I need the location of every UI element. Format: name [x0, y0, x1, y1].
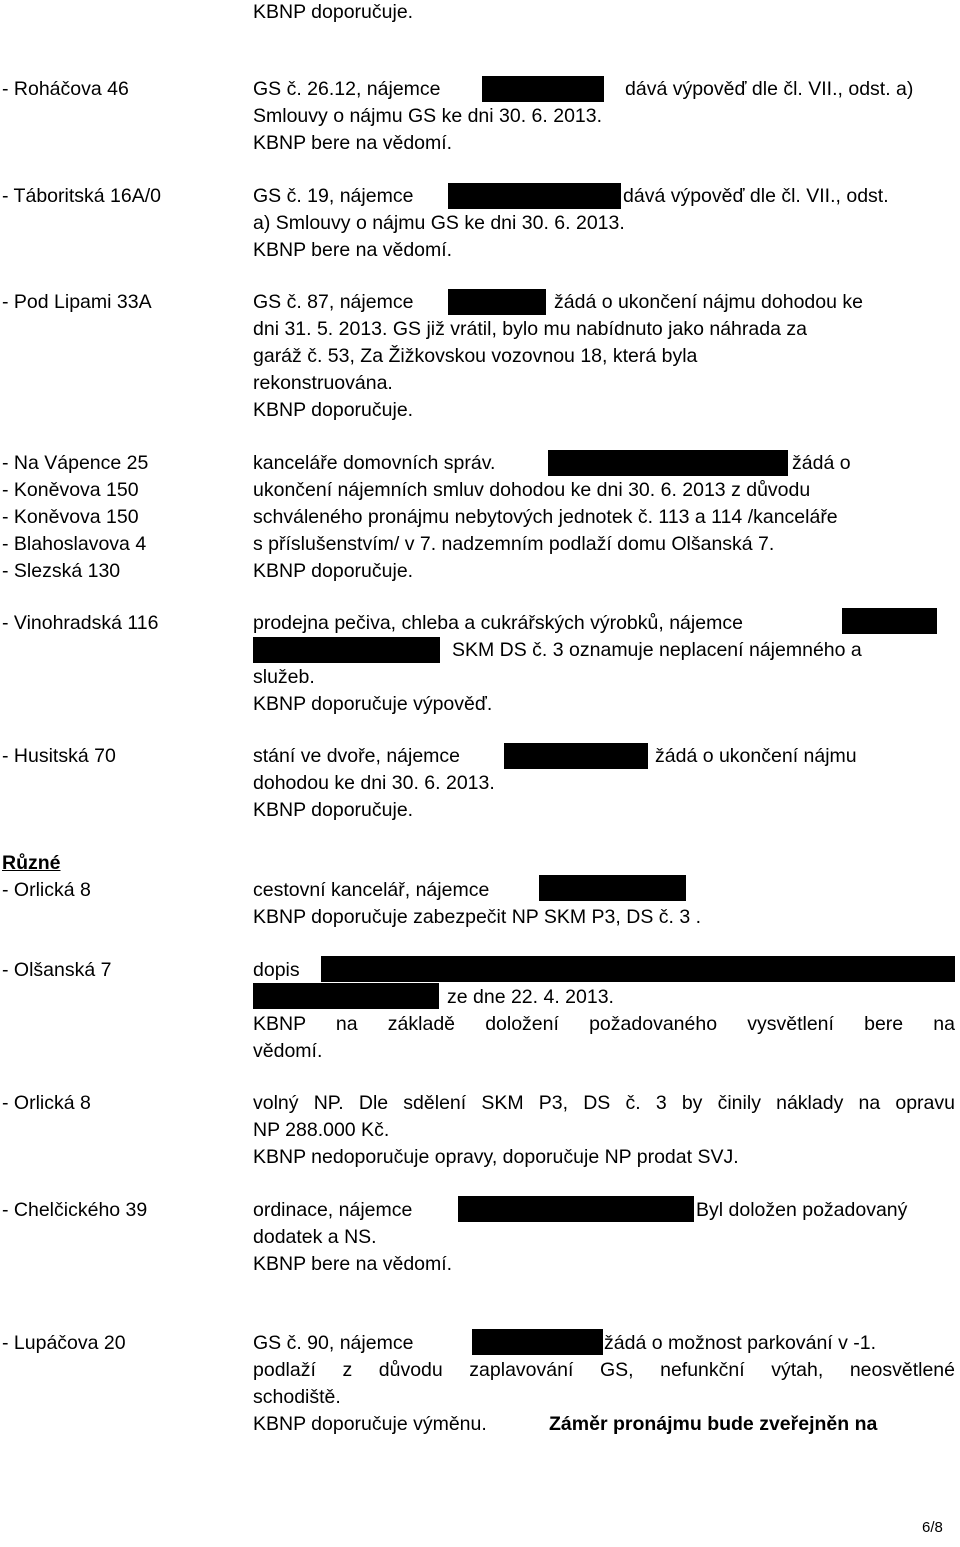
text-line: SKM DS č. 3 oznamuje neplacení nájemného a	[452, 639, 862, 661]
text-line: dává výpověď dle čl. VII., odst.	[623, 185, 889, 207]
address-label: - Olšanská 7	[2, 959, 112, 981]
page-number: 6/8	[922, 1519, 943, 1536]
address-label: - Lupáčova 20	[2, 1332, 126, 1354]
address-label: - Pod Lipami 33A	[2, 291, 152, 313]
text-line: schváleného pronájmu nebytových jednotek č. 113 a 114 /kanceláře	[253, 506, 838, 528]
redaction-block	[539, 875, 686, 901]
address-label: - Husitská 70	[2, 745, 116, 767]
text-line: KBNP doporučuje.	[253, 399, 414, 421]
text-line: ordinace, nájemce	[253, 1199, 413, 1221]
redaction-block	[842, 608, 937, 634]
text-line: schodiště.	[253, 1386, 341, 1408]
text-line: dopis	[253, 959, 300, 981]
address-label: - Roháčova 46	[2, 78, 129, 100]
text-line: KBNP bere na vědomí.	[253, 239, 453, 261]
text-line: KBNP doporučuje výpověď.	[253, 693, 493, 715]
address-label: - Vinohradská 116	[2, 612, 159, 634]
text-line: KBNP nedoporučuje opravy, doporučuje NP prodat SVJ.	[253, 1146, 739, 1168]
text-line: GS č. 19, nájemce	[253, 185, 414, 207]
redaction-block	[472, 1329, 603, 1355]
text-line: dohodou ke dni 30. 6. 2013.	[253, 772, 495, 794]
text-line: kanceláře domovních správ.	[253, 452, 496, 474]
text-line: KBNP bere na vědomí.	[253, 1253, 453, 1275]
text-line: ukončení nájemních smluv dohodou ke dni 30. 6. 2013 z důvodu	[253, 479, 811, 501]
redaction-block	[482, 76, 604, 102]
redaction-block	[504, 743, 648, 769]
redaction-block	[253, 983, 439, 1009]
address-label: - Táboritská 16A/0	[2, 185, 161, 207]
redaction-block	[448, 183, 621, 209]
address-label: - Koněvova 150	[2, 479, 139, 501]
text-line: KBNP doporučuje.	[253, 560, 414, 582]
text-line: žádá o možnost parkování v -1.	[604, 1332, 877, 1354]
text-line: KBNP bere na vědomí.	[253, 132, 453, 154]
address-label: - Koněvova 150	[2, 506, 139, 528]
text-line: garáž č. 53, Za Žižkovskou vozovnou 18, která byla	[253, 345, 698, 367]
text-line: KBNP doporučuje zabezpečit NP SKM P3, DS č. 3 .	[253, 906, 702, 928]
text-line: GS č. 90, nájemce	[253, 1332, 414, 1354]
text-line: prodejna pečiva, chleba a cukrářských výrobků, nájemce	[253, 612, 743, 634]
text-line: KBNP doporučuje výměnu.	[253, 1413, 487, 1435]
address-label: - Blahoslavova 4	[2, 533, 147, 555]
text-line: služeb.	[253, 666, 315, 688]
address-label: - Orlická 8	[2, 879, 91, 901]
text-line: NP 288.000 Kč.	[253, 1119, 390, 1141]
text-line: podlaží z důvodu zaplavování GS, nefunkční výtah, neosvětlené	[253, 1359, 955, 1381]
text-line: žádá o ukončení nájmu dohodou ke	[554, 291, 863, 313]
text-line: rekonstruována.	[253, 372, 393, 394]
text-line: cestovní kancelář, nájemce	[253, 879, 490, 901]
text-line: KBNP doporučuje.	[253, 1, 414, 23]
text-line-bold: Záměr pronájmu bude zveřejněn na	[549, 1413, 878, 1435]
text-line: dni 31. 5. 2013. GS již vrátil, bylo mu nabídnuto jako náhrada za	[253, 318, 807, 340]
text-line: Byl doložen požadovaný	[696, 1199, 908, 1221]
address-label: - Na Vápence 25	[2, 452, 149, 474]
text-line: a) Smlouvy o nájmu GS ke dni 30. 6. 2013.	[253, 212, 625, 234]
text-line: volný NP. Dle sdělení SKM P3, DS č. 3 by činily náklady na opravu	[253, 1092, 955, 1114]
text-line: KBNP doporučuje.	[253, 799, 414, 821]
redaction-block	[448, 289, 546, 315]
text-line: KBNP na základě doložení požadovaného vysvětlení bere na	[253, 1013, 955, 1035]
text-line: dává výpověď dle čl. VII., odst. a)	[625, 78, 914, 100]
text-line: žádá o ukončení nájmu	[655, 745, 857, 767]
text-line: vědomí.	[253, 1040, 323, 1062]
text-line: ze dne 22. 4. 2013.	[447, 986, 614, 1008]
section-heading: Různé	[2, 852, 61, 874]
text-line: dodatek a NS.	[253, 1226, 377, 1248]
text-line: GS č. 87, nájemce	[253, 291, 414, 313]
address-label: - Orlická 8	[2, 1092, 91, 1114]
text-line: s příslušenstvím/ v 7. nadzemním podlaží domu Olšanská 7.	[253, 533, 775, 555]
redaction-block	[321, 956, 955, 982]
redaction-block	[253, 637, 440, 663]
text-line: žádá o	[792, 452, 851, 474]
address-label: - Slezská 130	[2, 560, 121, 582]
redaction-block	[458, 1196, 694, 1222]
address-label: - Chelčického 39	[2, 1199, 148, 1221]
text-line: Smlouvy o nájmu GS ke dni 30. 6. 2013.	[253, 105, 603, 127]
text-line: stání ve dvoře, nájemce	[253, 745, 461, 767]
text-line: GS č. 26.12, nájemce	[253, 78, 441, 100]
redaction-block	[548, 450, 788, 476]
